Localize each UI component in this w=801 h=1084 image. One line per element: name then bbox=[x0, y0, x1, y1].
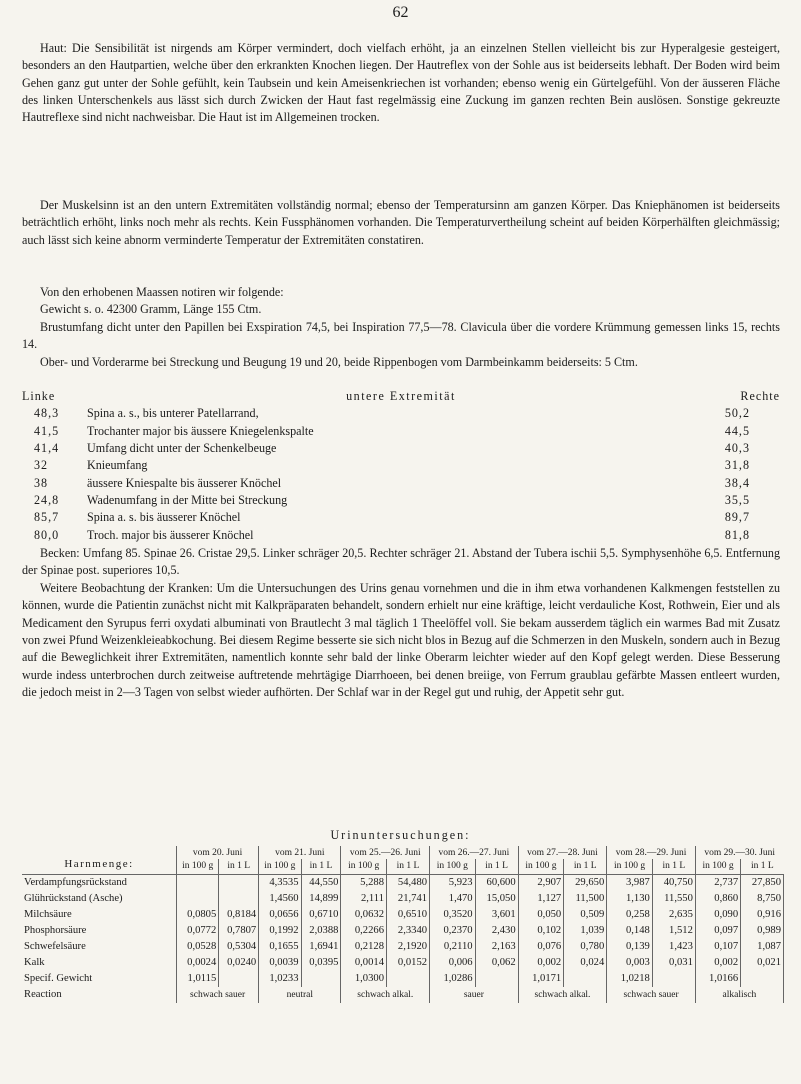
table-cell: 0,2128 bbox=[341, 939, 387, 955]
row-label: Glührückstand (Asche) bbox=[24, 893, 123, 904]
table-cell: 3,987 bbox=[607, 875, 653, 892]
row-label: Verdampfungsrückstand bbox=[24, 877, 127, 888]
table-cell: 1,512 bbox=[652, 923, 695, 939]
table-cell: 0,0656 bbox=[259, 907, 301, 923]
table-row bbox=[22, 875, 784, 892]
left-header: Linke bbox=[22, 389, 56, 403]
measurement-desc: Spina a. s., bis unterer Patellarrand, bbox=[87, 406, 259, 421]
table-cell bbox=[564, 971, 607, 987]
measurement-row bbox=[22, 509, 780, 526]
table-date-row bbox=[22, 846, 784, 859]
paragraph-haut bbox=[22, 40, 780, 127]
measurement-table bbox=[22, 388, 780, 544]
unit-label: in 100 g bbox=[695, 859, 740, 875]
table-cell: 0,0024 bbox=[177, 955, 219, 971]
table-cell: 0,989 bbox=[741, 923, 784, 939]
right-value: 31,8 bbox=[724, 458, 750, 473]
table-cell: 27,850 bbox=[741, 875, 784, 892]
date-header: vom 27.—28. Juni bbox=[518, 846, 607, 859]
table-cell: 2,737 bbox=[695, 875, 740, 892]
left-value: 41,4 bbox=[34, 441, 60, 456]
right-value: 50,2 bbox=[724, 406, 750, 421]
left-value: 41,5 bbox=[34, 423, 60, 438]
right-value: 89,7 bbox=[724, 510, 750, 525]
table-cell: 2,430 bbox=[475, 923, 518, 939]
table-cell: 1,470 bbox=[430, 891, 476, 907]
measurement-desc: Trochanter major bis äussere Kniegelenkspalte bbox=[87, 423, 314, 438]
date-header: vom 28.—29. Juni bbox=[607, 846, 696, 859]
table-cell: 0,0039 bbox=[259, 955, 301, 971]
unit-label: in 1 L bbox=[219, 859, 259, 875]
quantity-label: Harnmenge: bbox=[22, 859, 177, 875]
right-value: 35,5 bbox=[724, 493, 750, 508]
unit-label: in 1 L bbox=[387, 859, 430, 875]
table-cell: 1,0115 bbox=[177, 971, 219, 987]
table-cell: 1,087 bbox=[741, 939, 784, 955]
table-cell: 1,0300 bbox=[341, 971, 387, 987]
paragraph-text: Becken: Umfang 85. Spinae 26. Cristae 29,5. Linker schräger 20,5. Rechter schräger 21. Abstand der Tubera ischii 5,5. Symphysenhöhe 6,5. Entfernung der Spinae post. superiores 10,5. bbox=[22, 546, 780, 578]
table-cell: 40,750 bbox=[652, 875, 695, 892]
right-value: 44,5 bbox=[724, 423, 750, 438]
table-cell bbox=[387, 971, 430, 987]
paragraph-text: Weitere Beobachtung der Kranken: Um die Untersuchungen des Urins genau vornehmen und die in ihm etwa vorhandenen Kalkmengen feststellen zu können, wurde die Patientin zunächst nicht mit Kalkpräparaten behandelt, sondern erhielt nur eine kräftige, leicht verdauliche Kost, Rothwein, Eier und als Medicament den Syrupus ferri oxydati albuminati von Brautlecht 3 mal täglich 1 Theelöffel voll. Sie bekam ausserdem täglich ein warmes Bad mit Zusatz von zwei Pfund Weizenkleieabkochung. Bei diesem Regime besserte sie sich nicht blos in Bezug auf die Schmerzen in den Muskeln, sondern auch in Bezug auf die Beweglichkeit ihrer Extremitäten, namentlich konnte sehr bald der linke Oberarm leichter wieder auf den Kopf gelegt werden. Diese Besserung wurde indess unterbrochen durch zeitweise auftretende mehrtägige Diarrhoeen, bei denen breiige, von Ferrum graublau gefärbte Massen entleert wurden, die jedoch meist in 2—3 Tagen von selbst wieder aufhörten. Der Schlaf war in der Regel gut und ruhig, der Appetit sehr gut. bbox=[22, 581, 780, 700]
measurement-row bbox=[22, 405, 780, 422]
table-cell: 15,050 bbox=[475, 891, 518, 907]
table-cell: 54,480 bbox=[387, 875, 430, 892]
table-cell: 0,024 bbox=[564, 955, 607, 971]
table-row bbox=[22, 939, 784, 955]
urine-table bbox=[22, 846, 784, 1003]
unit-label: in 100 g bbox=[259, 859, 301, 875]
table-cell: 0,148 bbox=[607, 923, 653, 939]
table-cell: 5,288 bbox=[341, 875, 387, 892]
measurement-desc: Wadenumfang in der Mitte bei Streckung bbox=[87, 493, 288, 508]
table-cell: 0,006 bbox=[430, 955, 476, 971]
table-cell: 8,750 bbox=[741, 891, 784, 907]
table-cell bbox=[741, 971, 784, 987]
table-cell: 0,258 bbox=[607, 907, 653, 923]
table-cell: 0,097 bbox=[695, 923, 740, 939]
table-cell: 0,6710 bbox=[301, 907, 341, 923]
table-cell: 0,509 bbox=[564, 907, 607, 923]
right-header: Rechte bbox=[740, 389, 780, 403]
paragraph-maasse bbox=[22, 284, 780, 301]
table-cell: 0,916 bbox=[741, 907, 784, 923]
table-title: Urinuntersuchungen: bbox=[330, 828, 471, 842]
left-value: 48,3 bbox=[34, 406, 60, 421]
row-label: Phosphorsäure bbox=[24, 925, 87, 936]
row-label: Milchsäure bbox=[24, 909, 72, 920]
measurement-row bbox=[22, 423, 780, 440]
table-cell bbox=[219, 875, 259, 892]
paragraph-becken bbox=[22, 545, 780, 580]
table-cell: 0,021 bbox=[741, 955, 784, 971]
measurement-desc: Spina a. s. bis äusserer Knöchel bbox=[87, 510, 241, 525]
table-cell: 1,039 bbox=[564, 923, 607, 939]
reaction-label: Reaction bbox=[24, 989, 62, 1000]
table-row bbox=[22, 907, 784, 923]
table-cell: 0,050 bbox=[518, 907, 564, 923]
table-cell bbox=[177, 891, 219, 907]
right-value: 40,3 bbox=[724, 441, 750, 456]
table-cell: 0,780 bbox=[564, 939, 607, 955]
table-cell: 14,899 bbox=[301, 891, 341, 907]
table-cell: 1,0166 bbox=[695, 971, 740, 987]
paragraph-text: Brustumfang dicht unter den Papillen bei Exspiration 74,5, bei Inspiration 77,5—78. Clavicula über die vordere Krümmung gemessen links 15, rechts 14. bbox=[22, 320, 780, 352]
table-row bbox=[22, 955, 784, 971]
right-value: 38,4 bbox=[724, 475, 750, 490]
table-cell: 1,127 bbox=[518, 891, 564, 907]
table-cell: 1,130 bbox=[607, 891, 653, 907]
paragraph-beobachtung bbox=[22, 580, 780, 701]
row-label: Specif. Gewicht bbox=[24, 973, 93, 984]
table-row bbox=[22, 971, 784, 987]
table-cell bbox=[219, 891, 259, 907]
reaction-value: alkalisch bbox=[695, 987, 783, 1003]
table-cell: 0,860 bbox=[695, 891, 740, 907]
measurement-row bbox=[22, 457, 780, 474]
table-cell: 1,0233 bbox=[259, 971, 301, 987]
table-cell: 0,0014 bbox=[341, 955, 387, 971]
paragraph-text: Gewicht s. o. 42300 Gramm, Länge 155 Ctm. bbox=[40, 302, 262, 316]
table-cell bbox=[652, 971, 695, 987]
table-cell: 11,550 bbox=[652, 891, 695, 907]
table-cell: 1,0171 bbox=[518, 971, 564, 987]
reaction-value: schwach alkal. bbox=[518, 987, 607, 1003]
unit-label: in 100 g bbox=[177, 859, 219, 875]
date-header: vom 25.—26. Juni bbox=[341, 846, 430, 859]
table-cell: 0,003 bbox=[607, 955, 653, 971]
table-cell: 0,6510 bbox=[387, 907, 430, 923]
table-cell: 0,2110 bbox=[430, 939, 476, 955]
left-value: 24,8 bbox=[34, 493, 60, 508]
paragraph-muskelsinn bbox=[22, 197, 780, 249]
paragraph-brustumfang bbox=[22, 319, 780, 354]
table-cell bbox=[177, 875, 219, 892]
table-cell: 0,090 bbox=[695, 907, 740, 923]
center-header: untere Extremität bbox=[346, 389, 456, 403]
left-value: 80,0 bbox=[34, 527, 60, 542]
table-cell: 0,076 bbox=[518, 939, 564, 955]
table-cell bbox=[475, 971, 518, 987]
table-cell: 0,1655 bbox=[259, 939, 301, 955]
table-cell: 2,0388 bbox=[301, 923, 341, 939]
table-cell: 0,0632 bbox=[341, 907, 387, 923]
measurement-header bbox=[22, 388, 780, 405]
left-value: 32 bbox=[34, 458, 49, 473]
table-cell: 0,0805 bbox=[177, 907, 219, 923]
unit-label: in 100 g bbox=[430, 859, 476, 875]
measurement-desc: Troch. major bis äusserer Knöchel bbox=[87, 527, 254, 542]
reaction-value: schwach sauer bbox=[607, 987, 696, 1003]
date-header: vom 21. Juni bbox=[259, 846, 341, 859]
table-cell: 0,031 bbox=[652, 955, 695, 971]
table-cell: 0,107 bbox=[695, 939, 740, 955]
table-cell: 29,650 bbox=[564, 875, 607, 892]
table-cell: 2,163 bbox=[475, 939, 518, 955]
left-value: 38 bbox=[34, 475, 49, 490]
left-value: 85,7 bbox=[34, 510, 60, 525]
table-cell: 0,0395 bbox=[301, 955, 341, 971]
table-cell: 0,2266 bbox=[341, 923, 387, 939]
table-cell: 0,0152 bbox=[387, 955, 430, 971]
table-cell: 2,1920 bbox=[387, 939, 430, 955]
unit-label: in 100 g bbox=[341, 859, 387, 875]
table-cell: 0,5304 bbox=[219, 939, 259, 955]
table-cell: 1,6941 bbox=[301, 939, 341, 955]
table-cell: 1,0218 bbox=[607, 971, 653, 987]
table-body bbox=[22, 875, 784, 988]
table-cell: 21,741 bbox=[387, 891, 430, 907]
table-cell: 5,923 bbox=[430, 875, 476, 892]
table-cell: 0,1992 bbox=[259, 923, 301, 939]
table-cell: 0,3520 bbox=[430, 907, 476, 923]
table-cell: 60,600 bbox=[475, 875, 518, 892]
reaction-value: neutral bbox=[259, 987, 341, 1003]
paragraph-text: Von den erhobenen Maassen notiren wir folgende: bbox=[40, 285, 284, 299]
table-cell: 0,7807 bbox=[219, 923, 259, 939]
measurement-desc: äussere Kniespalte bis äusserer Knöchel bbox=[87, 475, 282, 490]
table-unit-row bbox=[22, 859, 784, 875]
table-cell: 0,062 bbox=[475, 955, 518, 971]
table-cell: 2,111 bbox=[341, 891, 387, 907]
table-row bbox=[22, 891, 784, 907]
reaction-value: sauer bbox=[430, 987, 519, 1003]
table-row bbox=[22, 923, 784, 939]
table-cell: 11,500 bbox=[564, 891, 607, 907]
table-cell: 0,2370 bbox=[430, 923, 476, 939]
table-cell: 0,0772 bbox=[177, 923, 219, 939]
measurement-row bbox=[22, 492, 780, 509]
right-value: 81,8 bbox=[724, 527, 750, 542]
table-cell: 0,0240 bbox=[219, 955, 259, 971]
paragraph-gewicht bbox=[22, 301, 780, 318]
table-cell bbox=[301, 971, 341, 987]
table-cell: 3,601 bbox=[475, 907, 518, 923]
unit-label: in 100 g bbox=[518, 859, 564, 875]
table-cell: 2,635 bbox=[652, 907, 695, 923]
table-cell: 2,907 bbox=[518, 875, 564, 892]
unit-label: in 100 g bbox=[607, 859, 653, 875]
measurement-row bbox=[22, 527, 780, 544]
row-label: Kalk bbox=[24, 957, 45, 968]
unit-label: in 1 L bbox=[564, 859, 607, 875]
measurement-desc: Umfang dicht unter der Schenkelbeuge bbox=[87, 441, 277, 456]
table-cell: 44,550 bbox=[301, 875, 341, 892]
table-cell: 0,8184 bbox=[219, 907, 259, 923]
reaction-row bbox=[22, 987, 784, 1003]
date-header: vom 20. Juni bbox=[177, 846, 259, 859]
measurement-desc: Knieumfang bbox=[87, 458, 148, 473]
table-cell: 1,4560 bbox=[259, 891, 301, 907]
table-cell: 0,002 bbox=[695, 955, 740, 971]
paragraph-text: Ober- und Vorderarme bei Streckung und Beugung 19 und 20, beide Rippenbogen vom Darmbeinkamm beiderseits: 5 Ctm. bbox=[40, 355, 638, 369]
unit-label: in 1 L bbox=[301, 859, 341, 875]
paragraph-text: Haut: Die Sensibilität ist nirgends am Körper vermindert, doch vielfach erhöht, ja an einzelnen Stellen vielleicht bis zur Hyperalgesie gesteigert, besonders an den Hautpartien, welche über den erkrankten Knochen liegen. Der Hautreflex von der Sohle aus ist beiderseits lebhaft. Der Boden wird beim Gehen ganz gut unter der Sohle gefühlt, kein Taubsein und kein Ameisenkriechen ist vorhanden; ebenso wenig ein Gürtelgefühl. Von der äusseren Fläche des linken Unterschenkels aus lässt sich durch Zwicken der Haut fast regelmässig eine Zuckung im ganzen rechten Bein auslösen. Sonstige gekreuzte Hautreflexe sind nicht nachweisbar. Die Haut ist im Allgemeinen trocken. bbox=[22, 41, 780, 125]
table-cell: 0,139 bbox=[607, 939, 653, 955]
table-cell: 2,3340 bbox=[387, 923, 430, 939]
table-cell bbox=[219, 971, 259, 987]
table-cell: 0,002 bbox=[518, 955, 564, 971]
table-cell: 1,0286 bbox=[430, 971, 476, 987]
date-header: vom 26.—27. Juni bbox=[430, 846, 519, 859]
measurement-row bbox=[22, 475, 780, 492]
page-number: 62 bbox=[392, 4, 409, 21]
table-cell: 1,423 bbox=[652, 939, 695, 955]
date-header: vom 29.—30. Juni bbox=[695, 846, 783, 859]
paragraph-text: Der Muskelsinn ist an den untern Extremitäten vollständig normal; ebenso der Temperatursinn am ganzen Körper. Das Kniephänomen ist beiderseits beträchtlich erhöht, links noch mehr als rechts. Kein Fussphänomen vorhanden. Die Temperaturvertheilung scheint auf beiden Körperhälften gleichmässig; auch lässt sich keine abnorm verminderte Temperatur der Extremitäten constatiren. bbox=[22, 198, 780, 247]
table-cell: 0,0528 bbox=[177, 939, 219, 955]
paragraph-arme bbox=[22, 354, 780, 371]
table-cell: 4,3535 bbox=[259, 875, 301, 892]
unit-label: in 1 L bbox=[741, 859, 784, 875]
row-label: Schwefelsäure bbox=[24, 941, 86, 952]
measurement-row bbox=[22, 440, 780, 457]
unit-label: in 1 L bbox=[652, 859, 695, 875]
reaction-value: schwach sauer bbox=[177, 987, 259, 1003]
reaction-value: schwach alkal. bbox=[341, 987, 430, 1003]
table-cell: 0,102 bbox=[518, 923, 564, 939]
unit-label: in 1 L bbox=[475, 859, 518, 875]
